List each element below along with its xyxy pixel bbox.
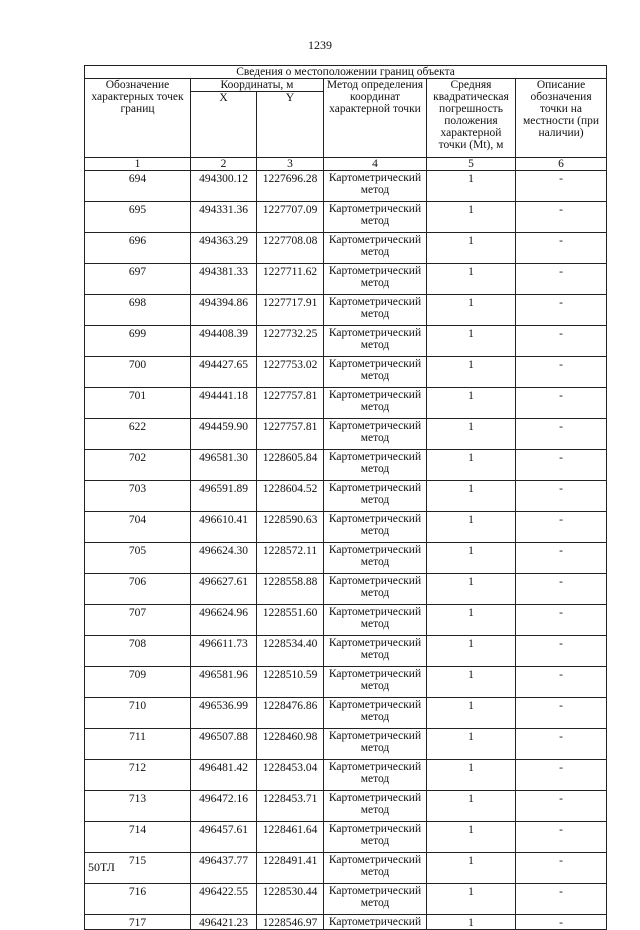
boundary-table-container — [84, 65, 607, 930]
description-cell: - — [516, 202, 607, 233]
method-text-line-1: Картометрический — [328, 916, 422, 928]
method-text-line-1: Картометрический — [328, 668, 422, 680]
method-text-line-1: Картометрический — [328, 420, 422, 432]
y-coordinate-cell: 1228558.88 — [257, 574, 324, 605]
accuracy-cell: 1 — [427, 481, 516, 512]
method-text-line-2: метод — [360, 897, 390, 909]
description-cell: - — [516, 543, 607, 574]
description-cell: - — [516, 698, 607, 729]
y-coordinate-cell: 1227708.08 — [257, 233, 324, 264]
accuracy-cell: 1 — [427, 326, 516, 357]
column-number: 2 — [191, 158, 257, 171]
accuracy-cell: 1 — [427, 636, 516, 667]
boundary-table — [84, 65, 607, 930]
y-coordinate-cell: 1227753.02 — [257, 357, 324, 388]
method-cell — [324, 233, 427, 264]
table-row — [85, 202, 607, 233]
x-coordinate-cell: 496507.88 — [191, 729, 257, 760]
point-cell: 707 — [85, 605, 191, 636]
point-cell: 716 — [85, 884, 191, 915]
x-coordinate-cell: 496422.55 — [191, 884, 257, 915]
description-cell: - — [516, 512, 607, 543]
header-point: Обозначение характерных точек границ — [85, 79, 191, 158]
table-row — [85, 729, 607, 760]
accuracy-cell: 1 — [427, 760, 516, 791]
method-cell — [324, 605, 427, 636]
method-text-line-1: Картометрический — [328, 234, 422, 246]
table-title: Сведения о местоположении границ объекта — [85, 66, 607, 79]
y-coordinate-cell: 1228453.71 — [257, 791, 324, 822]
point-cell: 708 — [85, 636, 191, 667]
x-coordinate-cell: 496610.41 — [191, 512, 257, 543]
method-text-line-1: Картометрический — [328, 513, 422, 525]
method-cell — [324, 760, 427, 791]
accuracy-cell: 1 — [427, 853, 516, 884]
table-row — [85, 450, 607, 481]
y-coordinate-cell: 1228476.86 — [257, 698, 324, 729]
method-text-line-2: метод — [360, 618, 390, 630]
table-row — [85, 326, 607, 357]
x-coordinate-cell: 494394.86 — [191, 295, 257, 326]
table-row — [85, 605, 607, 636]
point-cell: 714 — [85, 822, 191, 853]
accuracy-cell: 1 — [427, 667, 516, 698]
x-coordinate-cell: 496536.99 — [191, 698, 257, 729]
method-cell — [324, 419, 427, 450]
y-coordinate-cell: 1227757.81 — [257, 388, 324, 419]
y-coordinate-cell: 1228460.98 — [257, 729, 324, 760]
point-cell: 702 — [85, 450, 191, 481]
header-method: Метод определения координат характерной точки — [324, 79, 427, 158]
x-coordinate-cell: 494363.29 — [191, 233, 257, 264]
description-cell: - — [516, 264, 607, 295]
table-row — [85, 698, 607, 729]
description-cell: - — [516, 450, 607, 481]
method-text-line-1: Картометрический — [328, 606, 422, 618]
y-coordinate-cell: 1228551.60 — [257, 605, 324, 636]
y-coordinate-cell: 1227711.62 — [257, 264, 324, 295]
method-text-line-2: метод — [360, 742, 390, 754]
y-coordinate-cell: 1227732.25 — [257, 326, 324, 357]
column-number: 1 — [85, 158, 191, 171]
point-cell: 622 — [85, 419, 191, 450]
method-text-line-2: метод — [360, 525, 390, 537]
point-cell: 712 — [85, 760, 191, 791]
method-cell — [324, 884, 427, 915]
point-cell: 711 — [85, 729, 191, 760]
y-coordinate-cell: 1227757.81 — [257, 419, 324, 450]
method-cell — [324, 729, 427, 760]
y-coordinate-cell: 1228546.97 — [257, 915, 324, 930]
table-row — [85, 512, 607, 543]
table-row — [85, 853, 607, 884]
table-body — [85, 171, 607, 930]
description-cell: - — [516, 760, 607, 791]
point-cell: 709 — [85, 667, 191, 698]
x-coordinate-cell: 494381.33 — [191, 264, 257, 295]
point-cell: 717 — [85, 915, 191, 930]
page-number: 1239 — [308, 38, 332, 52]
x-coordinate-cell: 496421.23 — [191, 915, 257, 930]
accuracy-cell: 1 — [427, 202, 516, 233]
method-text-line-1: Картометрический — [328, 575, 422, 587]
method-cell — [324, 171, 427, 202]
method-cell — [324, 481, 427, 512]
method-text-line-2: метод — [360, 184, 390, 196]
x-coordinate-cell: 494441.18 — [191, 388, 257, 419]
y-coordinate-cell: 1228534.40 — [257, 636, 324, 667]
method-text-line-2: метод — [360, 556, 390, 568]
x-coordinate-cell: 496437.77 — [191, 853, 257, 884]
method-cell — [324, 791, 427, 822]
method-cell — [324, 202, 427, 233]
point-cell: 696 — [85, 233, 191, 264]
x-coordinate-cell: 496591.89 — [191, 481, 257, 512]
accuracy-cell: 1 — [427, 605, 516, 636]
accuracy-cell: 1 — [427, 264, 516, 295]
method-text-line-2: метод — [360, 401, 390, 413]
accuracy-cell: 1 — [427, 698, 516, 729]
y-coordinate-cell: 1228590.63 — [257, 512, 324, 543]
method-text-line-1: Картометрический — [328, 203, 422, 215]
method-cell — [324, 698, 427, 729]
method-text-line-2: метод — [360, 649, 390, 661]
accuracy-cell: 1 — [427, 388, 516, 419]
point-cell: 715 — [85, 853, 191, 884]
accuracy-cell: 1 — [427, 915, 516, 930]
point-cell: 694 — [85, 171, 191, 202]
point-cell: 697 — [85, 264, 191, 295]
header-x: X — [191, 92, 257, 158]
method-text-line-2: метод — [360, 370, 390, 382]
y-coordinate-cell: 1227707.09 — [257, 202, 324, 233]
method-text-line-2: метод — [360, 835, 390, 847]
accuracy-cell: 1 — [427, 543, 516, 574]
method-cell — [324, 853, 427, 884]
table-row — [85, 574, 607, 605]
x-coordinate-cell: 494459.90 — [191, 419, 257, 450]
x-coordinate-cell: 496457.61 — [191, 822, 257, 853]
x-coordinate-cell: 494331.36 — [191, 202, 257, 233]
table-row — [85, 419, 607, 450]
method-cell — [324, 915, 427, 930]
method-text-line-1: Картометрический — [328, 544, 422, 556]
method-cell — [324, 450, 427, 481]
method-text-line-1: Картометрический — [328, 885, 422, 897]
point-cell: 705 — [85, 543, 191, 574]
y-coordinate-cell: 1228605.84 — [257, 450, 324, 481]
method-text-line-1: Картометрический — [328, 761, 422, 773]
method-text-line-2: метод — [360, 680, 390, 692]
method-text-line-1: Картометрический — [328, 296, 422, 308]
description-cell: - — [516, 605, 607, 636]
point-cell: 699 — [85, 326, 191, 357]
description-cell: - — [516, 295, 607, 326]
point-cell: 701 — [85, 388, 191, 419]
method-text-line-1: Картометрический — [328, 823, 422, 835]
header-y: Y — [257, 92, 324, 158]
method-text-line-1: Картометрический — [328, 327, 422, 339]
description-cell: - — [516, 481, 607, 512]
y-coordinate-cell: 1228604.52 — [257, 481, 324, 512]
accuracy-cell: 1 — [427, 171, 516, 202]
column-number: 6 — [516, 158, 607, 171]
y-coordinate-cell: 1228453.04 — [257, 760, 324, 791]
method-text-line-2: метод — [360, 804, 390, 816]
method-text-line-2: метод — [360, 587, 390, 599]
description-cell: - — [516, 884, 607, 915]
table-row — [85, 915, 607, 930]
y-coordinate-cell: 1228530.44 — [257, 884, 324, 915]
method-text-line-2: метод — [360, 711, 390, 723]
method-cell — [324, 357, 427, 388]
accuracy-cell: 1 — [427, 729, 516, 760]
column-number: 5 — [427, 158, 516, 171]
accuracy-cell: 1 — [427, 419, 516, 450]
method-cell — [324, 388, 427, 419]
table-row — [85, 543, 607, 574]
method-cell — [324, 543, 427, 574]
point-cell: 695 — [85, 202, 191, 233]
method-text-line-1: Картометрический — [328, 482, 422, 494]
description-cell: - — [516, 636, 607, 667]
table-row — [85, 233, 607, 264]
y-coordinate-cell: 1228491.41 — [257, 853, 324, 884]
table-row — [85, 884, 607, 915]
table-row — [85, 171, 607, 202]
point-cell: 704 — [85, 512, 191, 543]
accuracy-cell: 1 — [427, 512, 516, 543]
description-cell: - — [516, 357, 607, 388]
accuracy-cell: 1 — [427, 357, 516, 388]
accuracy-cell: 1 — [427, 884, 516, 915]
point-cell: 703 — [85, 481, 191, 512]
description-cell: - — [516, 791, 607, 822]
description-cell: - — [516, 326, 607, 357]
header-accuracy: Средняя квадратическая погрешность положения характерной точки (Mt), м — [427, 79, 516, 158]
table-row — [85, 388, 607, 419]
method-text-line-2: метод — [360, 773, 390, 785]
method-text-line-1: Картометрический — [328, 358, 422, 370]
method-cell — [324, 667, 427, 698]
x-coordinate-cell: 496624.96 — [191, 605, 257, 636]
table-row — [85, 822, 607, 853]
method-text-line-1: Картометрический — [328, 792, 422, 804]
description-cell: - — [516, 915, 607, 930]
method-text-line-2: метод — [360, 277, 390, 289]
method-cell — [324, 264, 427, 295]
method-text-line-1: Картометрический — [328, 265, 422, 277]
y-coordinate-cell: 1227696.28 — [257, 171, 324, 202]
accuracy-cell: 1 — [427, 791, 516, 822]
method-text-line-2: метод — [360, 308, 390, 320]
accuracy-cell: 1 — [427, 822, 516, 853]
method-text-line-2: метод — [360, 246, 390, 258]
description-cell: - — [516, 419, 607, 450]
header-description: Описание обозначения точки на местности (при наличии) — [516, 79, 607, 158]
point-cell: 713 — [85, 791, 191, 822]
method-text-line-1: Картометрический — [328, 172, 422, 184]
description-cell: - — [516, 233, 607, 264]
method-cell — [324, 512, 427, 543]
method-cell — [324, 295, 427, 326]
method-text-line-1: Картометрический — [328, 389, 422, 401]
header-coords: Координаты, м — [191, 79, 324, 92]
table-row — [85, 791, 607, 822]
x-coordinate-cell: 496472.16 — [191, 791, 257, 822]
table-row — [85, 760, 607, 791]
method-cell — [324, 574, 427, 605]
description-cell: - — [516, 574, 607, 605]
method-text-line-1: Картометрический — [328, 637, 422, 649]
column-number: 3 — [257, 158, 324, 171]
description-cell: - — [516, 171, 607, 202]
x-coordinate-cell: 494427.65 — [191, 357, 257, 388]
x-coordinate-cell: 496581.96 — [191, 667, 257, 698]
table-row — [85, 481, 607, 512]
x-coordinate-cell: 494408.39 — [191, 326, 257, 357]
x-coordinate-cell: 496481.42 — [191, 760, 257, 791]
point-cell: 710 — [85, 698, 191, 729]
x-coordinate-cell: 496581.30 — [191, 450, 257, 481]
method-text-line-1: Картометрический — [328, 451, 422, 463]
method-text-line-1: Картометрический — [328, 699, 422, 711]
description-cell: - — [516, 388, 607, 419]
table-row — [85, 264, 607, 295]
y-coordinate-cell: 1228510.59 — [257, 667, 324, 698]
accuracy-cell: 1 — [427, 295, 516, 326]
point-cell: 706 — [85, 574, 191, 605]
description-cell: - — [516, 667, 607, 698]
method-text-line-2: метод — [360, 866, 390, 878]
description-cell: - — [516, 729, 607, 760]
footer-code: 50ТЛ — [88, 860, 115, 874]
description-cell: - — [516, 853, 607, 884]
method-cell — [324, 636, 427, 667]
y-coordinate-cell: 1228572.11 — [257, 543, 324, 574]
accuracy-cell: 1 — [427, 450, 516, 481]
accuracy-cell: 1 — [427, 233, 516, 264]
x-coordinate-cell: 494300.12 — [191, 171, 257, 202]
method-text-line-2: метод — [360, 339, 390, 351]
method-text-line-2: метод — [360, 215, 390, 227]
description-cell: - — [516, 822, 607, 853]
y-coordinate-cell: 1227717.91 — [257, 295, 324, 326]
point-cell: 700 — [85, 357, 191, 388]
table-row — [85, 357, 607, 388]
method-text-line-2: метод — [360, 494, 390, 506]
method-text-line-1: Картометрический — [328, 854, 422, 866]
x-coordinate-cell: 496611.73 — [191, 636, 257, 667]
method-text-line-1: Картометрический — [328, 730, 422, 742]
column-number: 4 — [324, 158, 427, 171]
accuracy-cell: 1 — [427, 574, 516, 605]
table-row — [85, 667, 607, 698]
x-coordinate-cell: 496624.30 — [191, 543, 257, 574]
method-cell — [324, 326, 427, 357]
table-row — [85, 295, 607, 326]
method-text-line-2: метод — [360, 432, 390, 444]
method-cell — [324, 822, 427, 853]
table-row — [85, 636, 607, 667]
y-coordinate-cell: 1228461.64 — [257, 822, 324, 853]
point-cell: 698 — [85, 295, 191, 326]
method-text-line-2: метод — [360, 463, 390, 475]
x-coordinate-cell: 496627.61 — [191, 574, 257, 605]
